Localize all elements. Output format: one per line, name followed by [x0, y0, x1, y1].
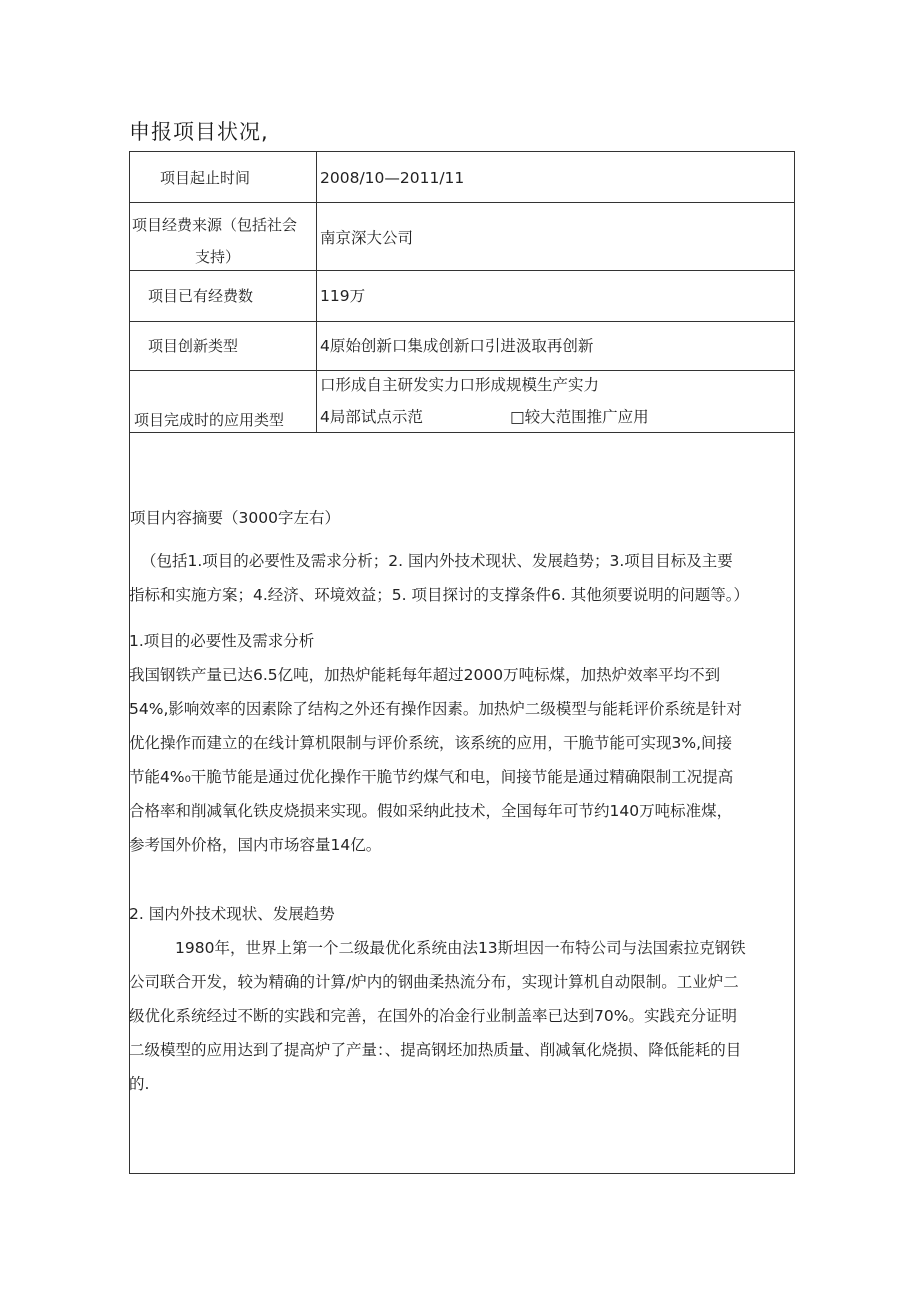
application-type-value-local: 4局部试点示范	[320, 408, 423, 426]
application-type-value-line1: 口形成自主研发实力口形成规模生产实力	[320, 376, 600, 394]
funding-source-label: 项目经费来源（包括社会	[132, 216, 298, 234]
column-divider	[316, 151, 317, 432]
application-type-label: 项目完成时的应用类型	[134, 411, 285, 429]
project-period-label: 项目起止时间	[160, 169, 251, 187]
innovation-type-value: 4原始创新口集成创新口引进汲取再创新	[320, 337, 594, 355]
row-divider	[129, 270, 795, 271]
summary-intro: （包括1.项目的必要性及需求分析；2. 国内外技术现状、发展趋势；3.项目目标及主要 指标和实施方案；4.经济、环境效益；5. 项目探讨的支撑条件6. 其他须要说明的问题等。）	[129, 552, 749, 604]
row-divider	[129, 321, 795, 322]
page-title: 申报项目状况,	[129, 120, 269, 144]
existing-funds-value: 119万	[320, 287, 366, 305]
row-divider	[129, 202, 795, 203]
section2-title: 2. 国内外技术现状、发展趋势	[129, 905, 335, 923]
row-divider	[129, 432, 795, 433]
section1: 1.项目的必要性及需求分析 我国钢铁产量已达6.5亿吨，加热炉能耗每年超过2000万吨标煤，加热炉效率平均不到 54%,影响效率的因素除了结构之外还有操作因素。加热炉二级模型与能耗评价系统是针对 优化操作而建立的在线计算机限制与评价系统，该系统的应用，干脆节能可实现3%,间接 节能4%₀干脆节能是通过优化操作干脆节约煤气和电，间接节能是通过精确限制工况提高 合格率和削减氧化铁皮烧损来实现。假如采纳此技术，全国每年可节约140万吨标准煤， 参考国外价格，国内市场容量14亿。	[129, 624, 795, 862]
application-type-value-wide: □较大范围推广应用	[510, 408, 649, 426]
section2: 2. 国内外技术现状、发展趋势 1980年，世界上第一个二级最优化系统由法13斯坦因一布特公司与法国索拉克钢铁 公司联合开发，较为精确的计算/炉内的钢曲柔热流分布，实现计算机自动限制。工业炉二 级优化系统经过不断的实践和完善，在国外的冶金行业制盖率已达到70%。实践充分证明 二级模型的应用达到了提高炉了产量：、提高钢坯加热质量、削减氧化烧损、降低能耗的目 的.	[129, 897, 795, 1101]
funding-source-label-line2: 支持）	[195, 248, 241, 266]
summary-title: 项目内容摘要（3000字左右）	[130, 509, 340, 527]
innovation-type-label: 项目创新类型	[148, 337, 239, 355]
funding-source-value: 南京深大公司	[320, 229, 414, 247]
project-period-value: 2008/10—2011/11	[320, 169, 465, 187]
section1-title: 1.项目的必要性及需求分析	[129, 632, 315, 650]
row-divider	[129, 370, 795, 371]
existing-funds-label: 项目已有经费数	[148, 287, 254, 305]
